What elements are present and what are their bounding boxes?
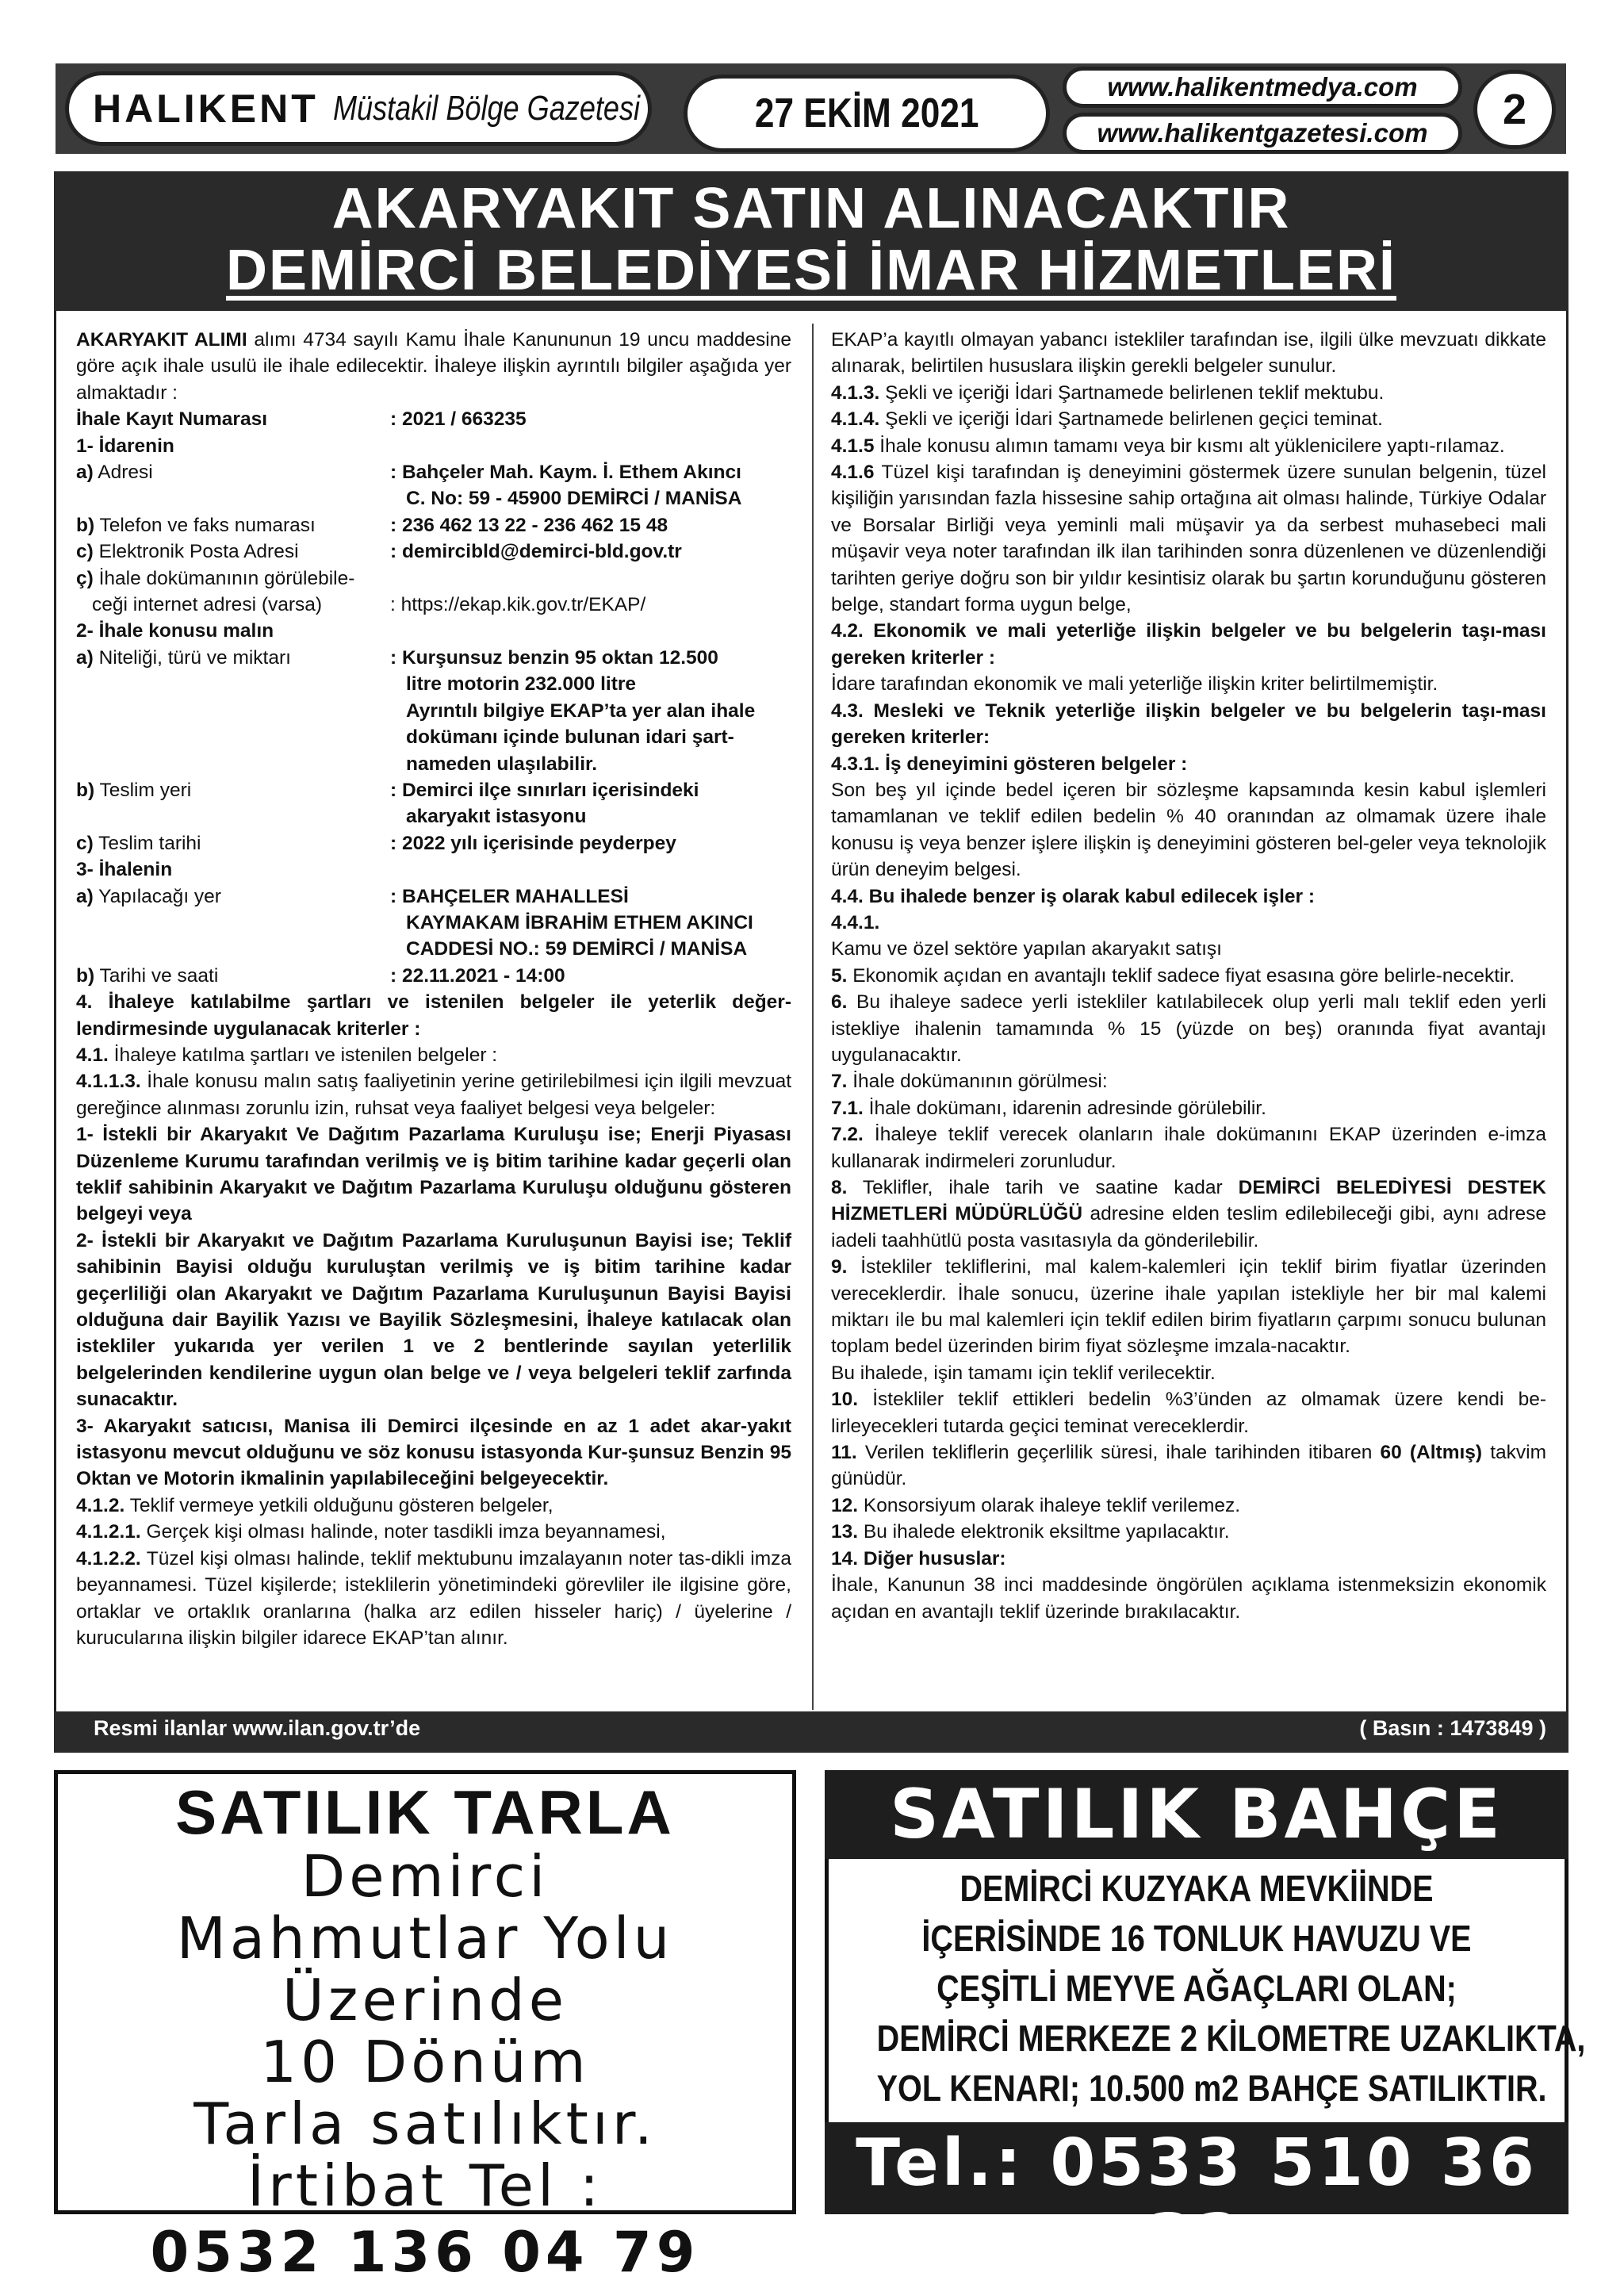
website-2-text: www.halikentgazetesi.com — [1097, 118, 1428, 148]
tender-date-value: : 22.11.2021 - 14:00 — [390, 964, 565, 987]
address-value-1: : Bahçeler Mah. Kaym. İ. Ethem Akıncı — [390, 462, 741, 484]
phone-value: : 236 462 13 22 - 236 462 15 48 — [390, 514, 668, 536]
clause-4-4-1-text: Kamu ve özel sektöre yapılan akaryakıt satışı — [831, 938, 1222, 960]
phone-key: b) — [76, 514, 95, 536]
notice-subheadline — [54, 238, 1568, 303]
clause-14-text: İhale, Kanunun 38 inci maddesinde öngörülen açıklama istenmeksizin ekonomik açıdan en avantajlı teklif üzerinde bırakılacaktır. — [831, 1574, 1546, 1623]
clause-6 — [831, 989, 1546, 1068]
ikn-row — [76, 406, 791, 432]
clause-8-text-c: adresine elden teslim edilebileceği gibi, aynı adrese iadeli taahhütlü posta vasıtasıyla da gönderilebilir. — [831, 1203, 1546, 1251]
section-4-title: 4. İhaleye katılabilme şartları ve istenilen belgeler ile yeterlik değer-lendirmesinde uygulanacak kriterler : — [76, 991, 791, 1040]
venue-label: Yapılacağı yer — [93, 885, 221, 907]
clause-4-1-3 — [831, 380, 1546, 406]
bahce-line: YOL KENARI; 10.500 m2 BAHÇE SATILIKTIR. — [876, 2068, 1547, 2109]
delivery-date-value: : 2022 yılı içerisinde peyderpey — [390, 832, 676, 854]
clause-11-days: 60 (Altmış) — [1380, 1442, 1483, 1464]
clause-4-1-2-1 — [76, 1519, 791, 1545]
clause-6-text: Bu ihaleye sadece yerli istekliler katılabilecek olup yerli malı teklif eden yerli istekliye ihalenin tamamında % 15 (yüzde on beş) oranında fiyat avantajı uygulanacaktır. — [831, 991, 1546, 1066]
delivery-date-label: Teslim tarihi — [93, 832, 201, 854]
clause-4-1-2 — [76, 1493, 791, 1519]
web-row — [76, 565, 791, 619]
tarla-line: 10 Dönüm — [260, 2029, 590, 2095]
ikn-value: : 2021 / 663235 — [390, 408, 527, 431]
delivery-place-value-2: akaryakıt istasyonu — [406, 806, 587, 828]
clause-7-2-key: 7.2. — [831, 1124, 864, 1146]
delivery-place-row — [76, 777, 791, 830]
intro-paragraph — [76, 327, 791, 406]
clause-4-1-4-text: Şekli ve içeriği İdari Şartnamede belirlenen geçici teminat. — [879, 408, 1383, 431]
clause-13-key: 13. — [831, 1521, 859, 1543]
clause-12-key: 12. — [831, 1494, 859, 1516]
venue-value-2: KAYMAKAM İBRAHİM ETHEM AKINCI — [406, 911, 753, 933]
address-label: Adresi — [93, 462, 153, 484]
tender-date-label: Tarihi ve saati — [94, 964, 219, 987]
clause-10 — [831, 1386, 1546, 1439]
bahce-phone[interactable]: Tel.: 0533 510 36 32 — [856, 2125, 1538, 2276]
email-row — [76, 538, 791, 565]
clause-4-1-6 — [831, 459, 1546, 618]
email-value[interactable]: : demircibld@demirci-bld.gov.tr — [390, 541, 682, 563]
tarla-line: Mahmutlar Yolu — [176, 1905, 674, 1972]
clause-10-key: 10. — [831, 1389, 859, 1411]
clause-7-1-key: 7.1. — [831, 1097, 864, 1119]
clause-4-1-6-key: 4.1.6 — [831, 462, 875, 484]
address-key: a) — [76, 462, 94, 484]
tender-date-row — [76, 963, 791, 989]
bahce-line: DEMİRCİ KUZYAKA MEVKİİNDE — [959, 1868, 1434, 1909]
clause-9-text: İstekliler tekliflerini, mal kalem-kalemleri için teklif birim fiyatlar üzerinden vereceklerdir. İhale sonucu, üzerine ihale yapılan istekliyle her bir mal kalemi miktarı ile bu mal kalemleri için teklif edilen birim fiyatların çarpımı sonucu bulunan toplam bedel üzerinden birim fiyat sözleşme imzala-nacaktır. — [831, 1256, 1546, 1358]
goods-value-2: litre motorin 232.000 litre — [406, 673, 637, 696]
clause-4-1-3-text: Şekli ve içeriği İdari Şartnamede belirlenen teklif mektubu. — [879, 381, 1385, 404]
bahce-line: DEMİRCİ MERKEZE 2 KİLOMETRE UZAKLIKTA, — [876, 2018, 1586, 2059]
ekap-link[interactable]: : https://ekap.kik.gov.tr/EKAP/ — [390, 594, 646, 616]
clause-9-key: 9. — [831, 1256, 848, 1278]
clause-7-2 — [831, 1121, 1546, 1175]
clause-5 — [831, 963, 1546, 989]
tarla-line: Üzerinde — [282, 1967, 569, 2033]
clause-5-text: Ekonomik açıdan en avantajlı teklif sadece fiyat esasına göre belirle-necektir. — [847, 964, 1515, 987]
web-label-1: İhale dokümanının görülebile- — [93, 567, 355, 589]
issue-date-text: 27 EKİM 2021 — [754, 90, 979, 136]
web-label-2: ceği internet adresi (varsa) — [92, 594, 323, 616]
web-key: ç) — [76, 567, 94, 589]
clause-10-text: İstekliler teklif ettikleri bedelin %3’ünden az olmamak üzere kendi be-lirleyecekleri tutarda geçici teminat vereceklerdir. — [831, 1389, 1546, 1437]
clause-4-3-1-text: Son beş yıl içinde bedel içeren bir sözleşme kapsamında kesin kabul işlemleri tamamlanan ve teklif edilen bedelin % 40 oranından az olmamak üzere ihale konusu iş veya benzer işlere ilişkin iş deneyimini gösteren bel-geler veya teknolojik ürün deneyim belgesi. — [831, 779, 1546, 881]
section-3-title: 3- İhalenin — [76, 859, 173, 881]
delivery-place-value-1: : Demirci ilçe sınırları içerisindeki — [390, 779, 699, 801]
page-number-text: 2 — [1502, 86, 1527, 133]
goods-value-3: Ayrıntılı bilgiye EKAP’ta yer alan ihale — [406, 699, 756, 722]
tender-date-key: b) — [76, 964, 95, 987]
clause-4-1-2-1-key: 4.1.2.1. — [76, 1521, 141, 1543]
goods-value-1: : Kurşunsuz benzin 95 oktan 12.500 — [390, 646, 718, 669]
phone-row — [76, 512, 791, 538]
requirement-2: 2- İstekli bir Akaryakıt ve Dağıtım Pazarlama Kuruluşunun Bayisi ise; Teklif sahibinin Bayisi olduğu kuruluştan verilmiş ve iş bitim tarihine kadar geçerliliği olan Akaryakıt ve Dağıtım Pazarlama Kuruluşunun Bayisi Bayisi olduğuna dair Bayilik Yazısı ve Bayilik Sözleşmesini, İhaleye katılacak olan istekliler yukarıda yer verilen 1 ve 2 bentlerinde sayılan yeterlilik belgelerinden kendilerine uygun olan belge ve / veya belgeleri teklif zarfında sunacaktır. — [76, 1229, 791, 1411]
clause-12 — [831, 1493, 1546, 1519]
website-link-1[interactable] — [1063, 67, 1462, 108]
clause-4-1-key: 4.1. — [76, 1044, 109, 1066]
tarla-line: Tarla satılıktır. — [193, 2091, 657, 2157]
ad-satilik-tarla — [54, 1770, 796, 2285]
clause-4-1-2-text: Teklif vermeye yetkili olduğunu gösteren belgeler, — [124, 1494, 553, 1516]
clause-7-key: 7. — [831, 1071, 848, 1093]
tarla-line: İrtibat Tel : — [247, 2152, 603, 2219]
ikn-label: İhale Kayıt Numarası — [76, 408, 268, 431]
notice-subheadline-text: DEMİRCİ BELEDİYESİ İMAR HİZMETLERİ — [225, 239, 1397, 302]
address-row — [76, 459, 791, 512]
clause-5-key: 5. — [831, 964, 848, 987]
clause-4-1-text: İhaleye katılma şartları ve istenilen belgeler : — [108, 1044, 498, 1066]
bahce-line: İÇERİSİNDE 16 TONLUK HAVUZU VE — [921, 1918, 1472, 1959]
website-link-2[interactable] — [1063, 113, 1462, 154]
clause-6-key: 6. — [831, 991, 848, 1014]
clause-4-3-title: 4.3. Mesleki ve Teknik yeterliğe ilişkin belgeler ve bu belgelerin taşı-ması gereken kriterler: — [831, 699, 1546, 749]
email-label: Elektronik Posta Adresi — [93, 541, 299, 563]
tarla-line: Demirci — [301, 1843, 550, 1910]
clause-4-1-2-1-text: Gerçek kişi olması halinde, noter tasdikli imza beyannamesi, — [140, 1521, 666, 1543]
page-number — [1473, 70, 1556, 149]
clause-11-text-a: Verilen tekliflerin geçerlilik süresi, ihale tarihinden itibaren — [856, 1442, 1381, 1464]
notice-right-column — [831, 327, 1546, 1625]
issue-date — [684, 75, 1050, 152]
section-2-title: 2- İhale konusu malın — [76, 620, 274, 642]
intro-bold: AKARYAKIT ALIMI — [76, 329, 247, 351]
goods-value-4: dokümanı içinde bulunan idari şart- — [406, 726, 734, 749]
clause-4-2-text: İdare tarafından ekonomik ve mali yeterliğe ilişkin kriter belirtilmemiştir. — [831, 673, 1438, 696]
clause-8-office: DEMİRCİ BELEDİYESİ DESTEK HİZMETLERİ MÜDÜRLÜĞÜ — [831, 1177, 1547, 1225]
clause-7 — [831, 1068, 1546, 1094]
clause-12-text: Konsorsiyum olarak ihaleye teklif verilemez. — [858, 1494, 1241, 1516]
clause-9-note: Bu ihalede, işin tamamı için teklif verilecektir. — [831, 1362, 1216, 1384]
clause-11 — [831, 1439, 1546, 1493]
delivery-place-key: b) — [76, 779, 95, 801]
website-1-text: www.halikentmedya.com — [1107, 72, 1418, 102]
clause-4-1-5-text: İhale konusu alımın tamamı veya bir kısmı alt yüklenicilere yaptı-rılamaz. — [874, 435, 1505, 457]
brand-name: HALIKENT — [93, 86, 319, 131]
bahce-body — [825, 1864, 1586, 2114]
bahce-line: ÇEŞİTLİ MEYVE AĞAÇLARI OLAN; — [936, 1968, 1457, 2009]
clause-4-1-1-3 — [76, 1068, 791, 1121]
clause-8-key: 8. — [831, 1177, 848, 1198]
clause-4-4-title: 4.4. Bu ihalede benzer iş olarak kabul edilecek işler : — [831, 885, 1316, 907]
email-key: c) — [76, 541, 94, 563]
bahce-title: SATILIK BAHÇE — [890, 1775, 1503, 1854]
brand-subtitle: Müstakil Bölge Gazetesi — [332, 89, 640, 128]
clause-13 — [831, 1519, 1546, 1545]
clause-4-2-title: 4.2. Ekonomik ve mali yeterliğe ilişkin belgeler ve bu belgelerin taşı-ması gereken kriterler : — [831, 620, 1546, 669]
foreign-bidders-paragraph: EKAP’a kayıtlı olmayan yabancı istekliler tarafından ise, ilgili ülke mevzuatı dikkate alınarak, belirtilen hususlara ilişkin gerekli belgeler sunulur. — [831, 329, 1546, 378]
clause-11-text-c: takvim günüdür. — [831, 1442, 1547, 1490]
clause-4-1-5 — [831, 433, 1546, 459]
venue-value-3: CADDESİ NO.: 59 DEMİRCİ / MANİSA — [406, 938, 748, 960]
clause-4-1-1-3-text: İhale konusu malın satış faaliyetinin yerine getirilebilmesi için ilgili mevzuat gereğince alınması zorunlu izin, ruhsat veya faaliyet belgesi veya belgeler: — [76, 1071, 791, 1119]
venue-row — [76, 883, 791, 963]
press-number: ( Basın : 1473849 ) — [1359, 1716, 1546, 1740]
delivery-date-row — [76, 830, 791, 857]
clause-7-1-text: İhale dokümanı, idarenin adresinde görülebilir. — [863, 1097, 1266, 1119]
clause-13-text: Bu ihalede elektronik eksiltme yapılacaktır. — [858, 1521, 1230, 1543]
clause-4-3-1-title: 4.3.1. İş deneyimini gösteren belgeler : — [831, 753, 1188, 775]
requirement-3: 3- Akaryakıt satıcısı, Manisa ili Demirci ilçesinde en az 1 adet akar-yakıt istasyonu mevcut olduğunu ve söz konusu istasyonda Kur-şunsuz Benzin 95 Oktan ve Motorin ikmalinin yapılabileceğini belgeyecektir. — [76, 1415, 791, 1490]
clause-4-1 — [76, 1042, 791, 1068]
clause-4-1-4-key: 4.1.4. — [831, 408, 880, 431]
clause-4-1-1-3-key: 4.1.1.3. — [76, 1071, 141, 1093]
goods-label: Niteliği, türü ve miktarı — [93, 646, 291, 669]
clause-4-1-2-key: 4.1.2. — [76, 1494, 125, 1516]
notice-headline: AKARYAKIT SATIN ALINACAKTIR — [331, 177, 1291, 240]
clause-7-text: İhale dokümanının görülmesi: — [847, 1071, 1108, 1093]
clause-4-1-2-2-text: Tüzel kişi olması halinde, teklif mektubunu imzalayanın noter tas-dikli imza beyannamesi. Tüzel kişilerde; isteklilerin yönetimindeki görevliler ile ilgisine göre, ortaklar ve ortaklık oranlarına (halka arz edilen hisseler hariç) / üyelerine / kurucularına ilişkin bilgiler idarece EKAP’tan alınır. — [76, 1547, 791, 1649]
clause-9 — [831, 1254, 1546, 1360]
delivery-date-key: c) — [76, 832, 94, 854]
venue-key: a) — [76, 885, 94, 907]
goods-key: a) — [76, 646, 94, 669]
tarla-title: SATILIK TARLA — [175, 1777, 675, 1847]
tarla-phone[interactable]: 0532 136 04 79 — [150, 2220, 700, 2285]
requirement-1: 1- İstekli bir Akaryakıt Ve Dağıtım Pazarlama Kuruluşu ise; Enerji Piyasası Düzenleme Kurumu tarafından verilmiş ve iş bitim tarihine kadar geçerli olan teklif sahibinin Akaryakıt ve Dağıtım Pazarlama Kuruluşu olduğunu gösteren belgeyi veya — [76, 1124, 791, 1225]
clause-11-key: 11. — [831, 1442, 857, 1464]
brand-logo — [65, 71, 652, 146]
clause-7-1 — [831, 1095, 1546, 1121]
goods-row — [76, 645, 791, 777]
official-ads-link[interactable]: Resmi ilanlar www.ilan.gov.tr’de — [94, 1716, 421, 1740]
clause-4-1-2-2 — [76, 1546, 791, 1652]
clause-8-text-a: Teklifler, ihale tarih ve saatine kadar — [847, 1177, 1239, 1198]
delivery-place-label: Teslim yeri — [94, 779, 192, 801]
clause-4-1-6-text: Tüzel kişi tarafından iş deneyimini göstermek üzere sunulan belgenin, tüzel kişiliğin yarısından fazla hissesine sahip ortağına ait olması halinde, Türkiye Odalar ve Borsalar Birliği veya yeminli mali müşavir ya da serbest muhasebeci mali müşavir veya noter tarafından ilk ilan tarihinden sonra düzenlenen ve düzenlendiği tarihten geriye doğru son bir yıldır kesintisiz olarak bu şartın korunduğunu gösteren belge, standart forma uygun belge, — [831, 462, 1546, 616]
section-1-title: 1- İdarenin — [76, 435, 174, 457]
column-divider — [812, 324, 814, 1710]
clause-7-2-text: İhaleye teklif verecek olanların ihale dokümanını EKAP üzerinden e-imza kullanarak indirmeleri zorunludur. — [831, 1124, 1546, 1172]
address-value-2: C. No: 59 - 45900 DEMİRCİ / MANİSA — [406, 488, 742, 510]
clause-8 — [831, 1175, 1546, 1254]
clause-4-1-4 — [831, 406, 1546, 432]
clause-4-1-2-2-key: 4.1.2.2. — [76, 1547, 141, 1569]
clause-4-1-5-key: 4.1.5 — [831, 435, 875, 457]
goods-value-5: nameden ulaşılabilir. — [406, 753, 598, 775]
phone-label: Telefon ve faks numarası — [94, 514, 316, 536]
intro-text: alımı 4734 sayılı Kamu İhale Kanununun 19 uncu maddesine göre açık ihale usulü ile ihale edilecektir. İhaleye ilişkin ayrıntılı bilgiler aşağıda yer almaktadır : — [76, 329, 791, 404]
clause-4-4-1-title: 4.4.1. — [831, 911, 880, 933]
venue-value-1: : BAHÇELER MAHALLESİ — [390, 885, 629, 907]
clause-14-title: 14. Diğer hususlar: — [831, 1547, 1006, 1569]
notice-left-column — [76, 327, 791, 1651]
clause-4-1-3-key: 4.1.3. — [831, 381, 880, 404]
